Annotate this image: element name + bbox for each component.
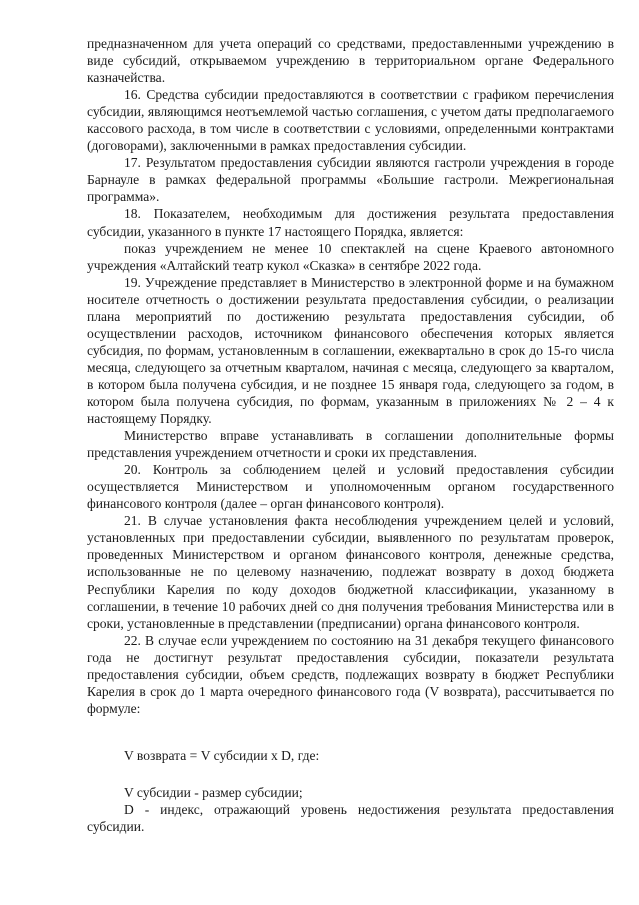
paragraph-20: 20. Контроль за соблюдением целей и условий предоставления субсидии осуществляется Министерством и уполномоченным органом государственного финансового контроля (далее – орган финансового контроля). (87, 462, 614, 512)
document-page (87, 35, 614, 835)
paragraph-21: 21. В случае установления факта несоблюдения учреждением целей и условий, установленных при предоставлении субсидии, выявленного по результатам проверок, проведенных Министерством и органом финансового контроля, денежные средства, использованные не по целевому назначению, подлежат возврату в доход бюджета Республики Карелия по коду доходов бюджетной классификации, указанному в соглашении, в течение 10 рабочих дней со дня получения требования Министерства или в сроки, установленные в представлении (предписании) органа финансового контроля. (87, 513, 614, 631)
definition-v-subsidy: V субсидии - размер субсидии; (124, 784, 303, 800)
paragraph-19-additional: Министерство вправе устанавливать в соглашении дополнительные формы представления учреждением отчетности и сроки их представления. (87, 428, 614, 461)
paragraph-18: 18. Показателем, необходимым для достижения результата предоставления субсидии, указанного в пункте 17 настоящего Порядка, является: (87, 206, 614, 239)
paragraph-intro: предназначенном для учета операций со средствами, предоставленными учреждению в виде субсидий, открываемом учреждению в территориальном органе Федерального казначейства. (87, 36, 614, 86)
paragraph-17: 17. Результатом предоставления субсидии являются гастроли учреждения в городе Барнауле в рамках федеральной программы «Большие гастроли. Межрегиональная программа». (87, 155, 614, 205)
formula: V возврата = V субсидии x D, где: (124, 747, 320, 763)
paragraph-22: 22. В случае если учреждением по состоянию на 31 декабря текущего финансового года не достигнут результат предоставления субсидии, показатели результата предоставления субсидии, объем средств, подлежащих возврату в бюджет Республики Карелия в срок до 1 марта очередного финансового года (V возврата), рассчитывается по формуле: (87, 632, 614, 716)
paragraph-18-indicator: показ учреждением не менее 10 спектаклей на сцене Краевого автономного учреждения «Алтайский театр кукол «Сказка» в сентябре 2022 года. (87, 240, 614, 273)
paragraph-16: 16. Средства субсидии предоставляются в соответствии с графиком перечисления субсидии, являющимся неотъемлемой частью соглашения, с учетом даты предполагаемого кассового расхода, в том числе в соответствии с условиями, определенными контрактами (договорами), заключенными в рамках предоставления субсидии. (87, 87, 614, 154)
paragraph-19: 19. Учреждение представляет в Министерство в электронной форме и на бумажном носителе отчетность о достижении результата предоставления субсидии, о реализации плана мероприятий по достижению результата предоставления субсидии, об осуществлении расходов, источником финансового обеспечения которых является субсидия, по формам, установленным в соглашении, ежеквартально в срок до 15-го числа месяца, следующего за отчетным кварталом, начиная с месяца, следующего за кварталом, в котором была получена субсидия, и не позднее 15 января года, следующего за годом, в котором была получена субсидия, по формам, указанным в приложениях № 2 – 4 к настоящему Порядку. (87, 274, 614, 427)
definition-d-index: D - индекс, отражающий уровень недостижения результата предоставления субсидии. (87, 801, 614, 835)
